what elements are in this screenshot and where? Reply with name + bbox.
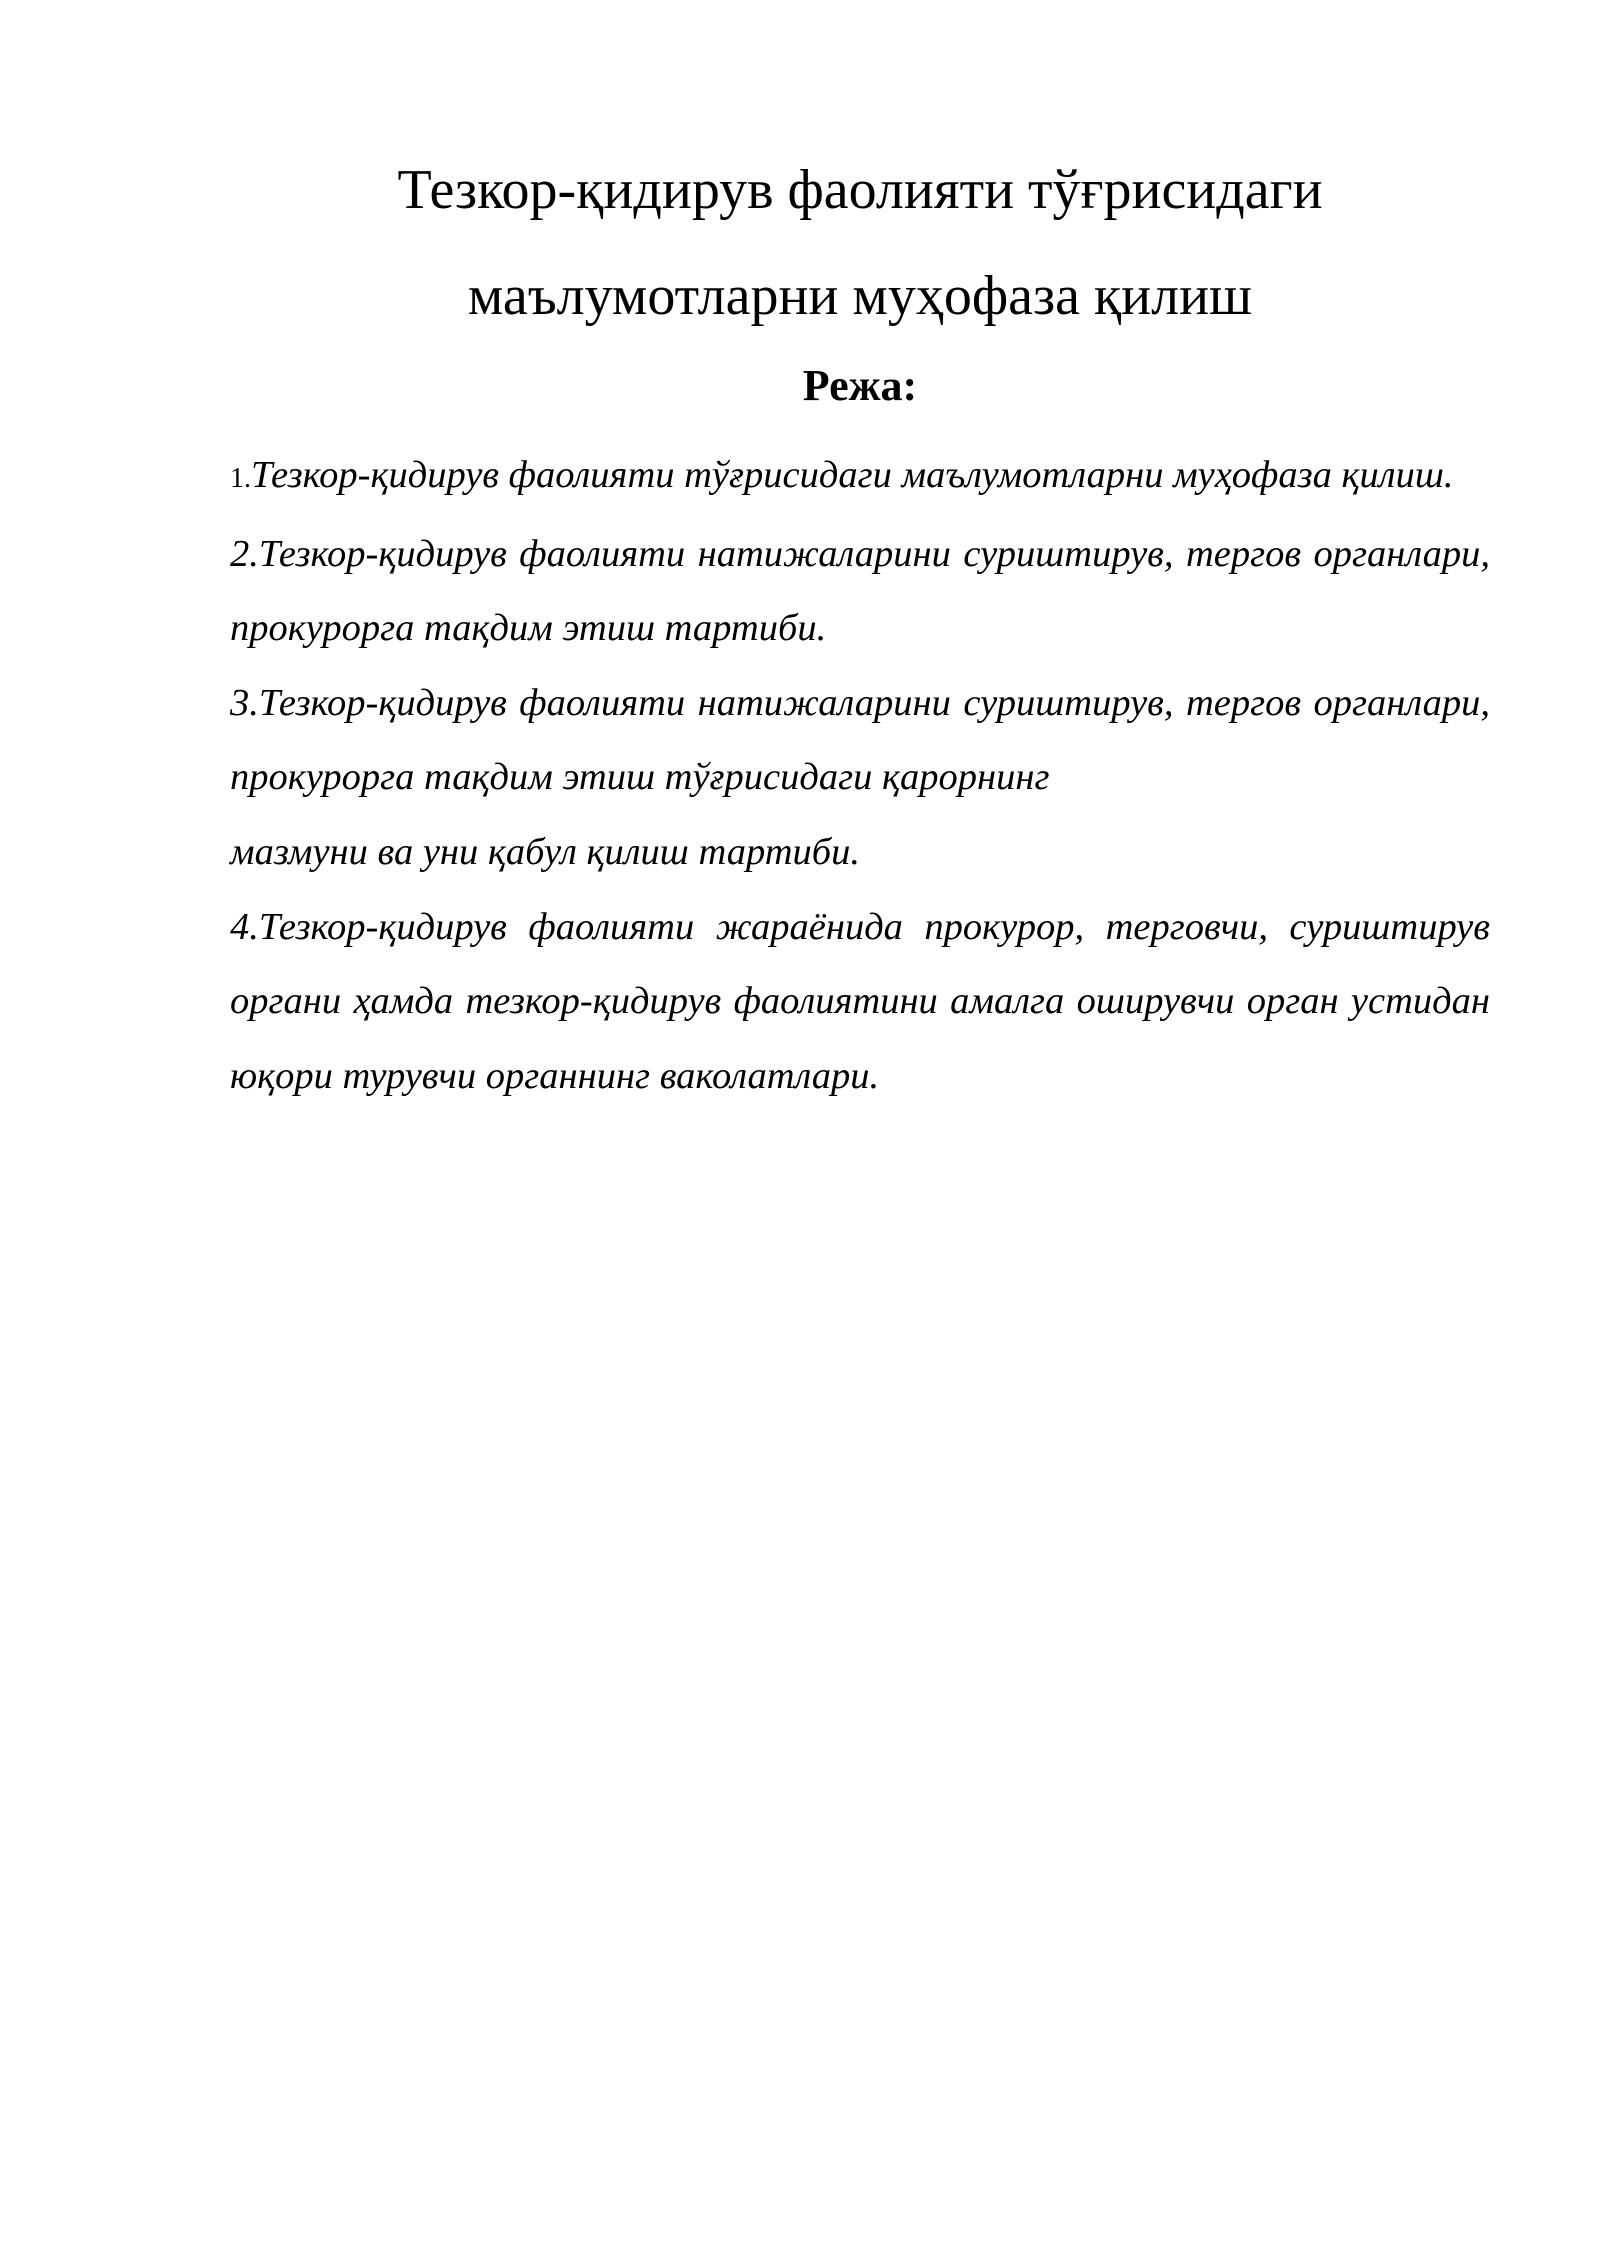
plan-list [230,438,1490,1113]
plan-item-2 [230,517,1490,666]
document-title-line-2: маълумотларни муҳофаза қилиш [467,265,1253,327]
plan-item-3 [230,666,1490,890]
plan-item-text: Тезкор-қидирув фаолияти натижаларини суриштирув, тергов органлари, прокурорга тақдим этиш тўғрисидаги қарорнинг [230,681,1490,799]
plan-item-text: Тезкор-қидирув фаолияти натижаларини суриштирув, тергов органлари, прокурорга тақдим этиш тартиби. [230,532,1490,650]
plan-item-number: 1. [230,463,251,494]
plan-item-text: Тезкор-қидирув фаолияти тўғрисидаги маълумотларни муҳофаза қилиш. [251,454,1454,496]
document-title-line-1: Тезкор-қидирув фаолияти тўғрисидаги [397,159,1323,221]
plan-item-number: 2. [230,532,259,575]
plan-item-4 [230,890,1490,1114]
plan-heading: Режа: [802,361,918,410]
plan-item-text-continuation: мазмуни ва уни қабул қилиш тартиби. [230,830,861,873]
plan-item-number: 4. [230,905,259,948]
plan-item-text: Тезкор-қидирув фаолияти жараёнида прокурор, терговчи, суриштирув органи ҳамда тезкор-қидирув фаолиятини амалга оширувчи орган устидан юқори турувчи органнинг ваколатлари. [230,905,1490,1097]
plan-item-1 [230,438,1490,517]
plan-item-number: 3. [230,681,259,724]
